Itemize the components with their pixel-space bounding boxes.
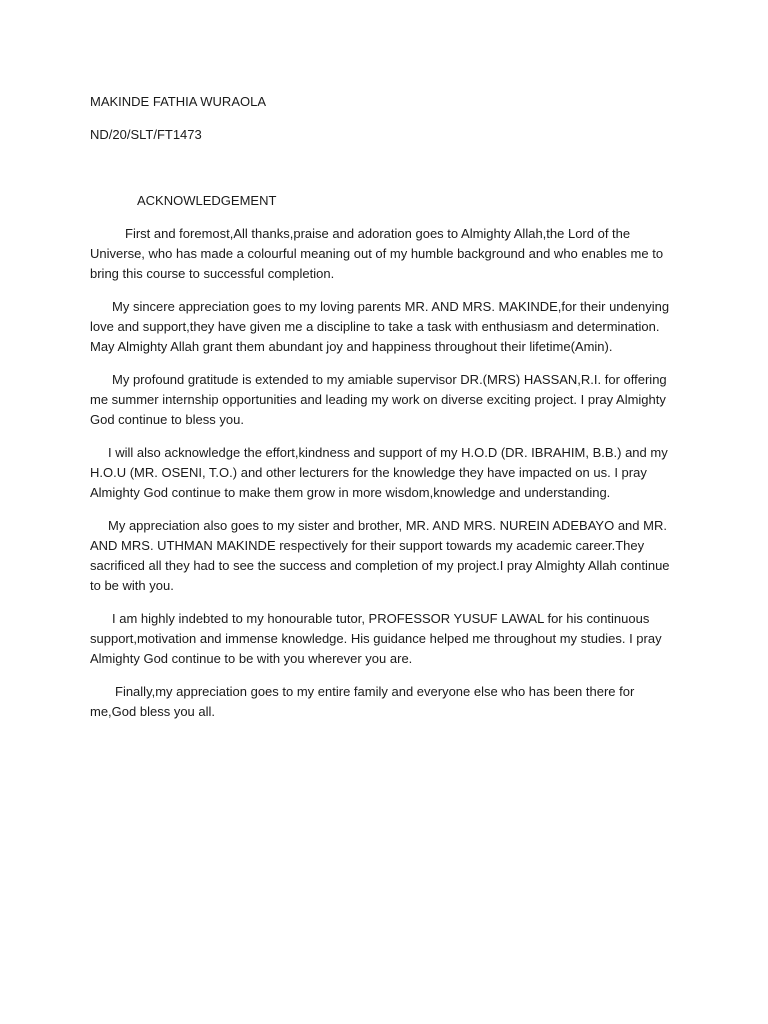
paragraph-hod-lecturers: I will also acknowledge the effort,kindness and support of my H.O.D (DR. IBRAHIM, B.B.) and my H.O.U (MR. OSENI, T.O.) and other lecturers for the knowledge they have impacted on us. I pray Almighty God continue to make them grow in more wisdom,knowledge and understanding. — [90, 445, 668, 500]
paragraph-siblings: My appreciation also goes to my sister and brother, MR. AND MRS. NUREIN ADEBAYO and MR. AND MRS. UTHMAN MAKINDE respectively for their support towards my academic career.They sacrificed all they had to see the success and completion of my project.I pray Almighty Allah continue to be with you. — [90, 518, 670, 593]
student-name: MAKINDE FATHIA WURAOLA — [90, 94, 267, 109]
paragraph-supervisor: My profound gratitude is extended to my amiable supervisor DR.(MRS) HASSAN,R.I. for offering me summer internship opportunities and leading my work on diverse exciting project. I pray Almighty God continue to bless you. — [90, 372, 667, 427]
acknowledgement-heading: ACKNOWLEDGEMENT — [137, 193, 277, 208]
paragraph-parents: My sincere appreciation goes to my loving parents MR. AND MRS. MAKINDE,for their undenying love and support,they have given me a discipline to take a task with enthusiasm and determination. May Almighty Allah grant them abundant joy and happiness throughout their lifetime(Amin). — [90, 299, 670, 354]
paragraph-closing: Finally,my appreciation goes to my entire family and everyone else who has been there for me,God bless you all. — [90, 684, 635, 719]
paragraph-intro: First and foremost,All thanks,praise and adoration goes to Almighty Allah,the Lord of the Universe, who has made a colourful meaning out of my humble background and who enables me to bring this course to successful completion. — [90, 226, 664, 281]
student-id: ND/20/SLT/FT1473 — [90, 127, 202, 142]
paragraph-tutor: I am highly indebted to my honourable tutor, PROFESSOR YUSUF LAWAL for his continuous support,motivation and immense knowledge. His guidance helped me throughout my studies. I pray Almighty God continue to be with you wherever you are. — [90, 611, 662, 666]
acknowledgement-body — [90, 224, 680, 722]
